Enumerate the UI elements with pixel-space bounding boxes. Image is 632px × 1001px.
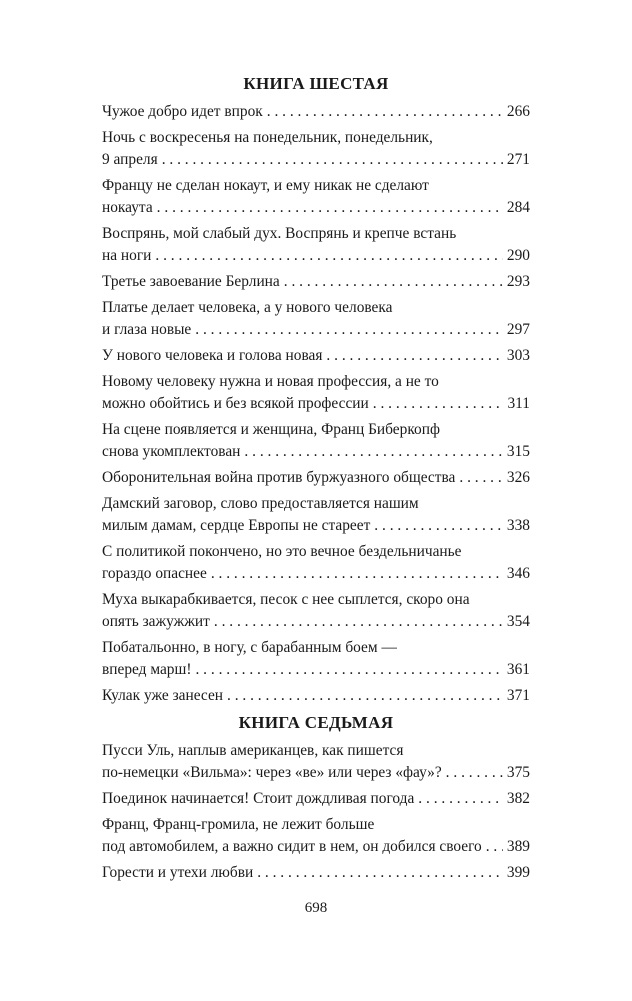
- toc-entry-page-number: 315: [506, 443, 530, 460]
- dot-leader: [157, 197, 503, 219]
- toc-entry-title-line: гораздо опаснее: [102, 565, 207, 582]
- toc-entry-last-line: [102, 685, 530, 707]
- toc-entry: [102, 127, 530, 171]
- toc-entry-title-line: на ноги: [102, 247, 152, 264]
- dot-leader: [244, 441, 502, 463]
- toc-entry-title-line: и глаза новые: [102, 321, 192, 338]
- dot-leader: [446, 762, 503, 784]
- dot-leader: [211, 563, 503, 585]
- toc-entry-last-line: [102, 245, 530, 267]
- toc-entry: [102, 419, 530, 463]
- toc-entry-title-line: Ночь с воскресенья на понедельник, понедельник,: [102, 129, 433, 146]
- toc-entry-title-line: Муха выкарабкивается, песок с нее сыплется, скоро она: [102, 591, 470, 608]
- toc-entry-page-number: 361: [506, 661, 530, 678]
- toc-entry: [102, 345, 530, 367]
- dot-leader: [257, 862, 503, 884]
- toc-entry-page-number: 284: [506, 199, 530, 216]
- toc-entry-title-line: Франц, Франц-громила, не лежит больше: [102, 816, 375, 833]
- toc-entry-page-number: 389: [506, 838, 530, 855]
- toc-entry-page-number: 354: [506, 613, 530, 630]
- toc-entry-last-line: [102, 393, 530, 415]
- toc-entry: [102, 371, 530, 415]
- toc-entry-page-number: 399: [506, 864, 530, 881]
- toc-entry-title-line: Пусси Уль, наплыв американцев, как пишется: [102, 742, 404, 759]
- dot-leader: [459, 467, 503, 489]
- toc-entry-page-number: 326: [506, 469, 530, 486]
- toc-entry-last-line: [102, 101, 530, 123]
- toc-entry-last-line: [102, 836, 530, 858]
- dot-leader: [284, 271, 503, 293]
- toc-entry-last-line: [102, 862, 530, 884]
- dot-leader: [267, 101, 503, 123]
- toc-entry-last-line: [102, 271, 530, 293]
- toc-entry-title-line: Кулак уже занесен: [102, 687, 224, 704]
- toc-entry-last-line: [102, 611, 530, 633]
- toc-entry-last-line: [102, 441, 530, 463]
- toc-entry-last-line: [102, 659, 530, 681]
- toc-entry-last-line: [102, 515, 530, 537]
- book-six-heading: КНИГА ШЕСТАЯ: [243, 74, 389, 93]
- toc-entry-title-line: Оборонительная война против буржуазного общества: [102, 469, 456, 486]
- dot-leader: [373, 393, 504, 415]
- toc-entry-title-line: С политикой покончено, но это вечное бездельничанье: [102, 543, 462, 560]
- page-number: 698: [304, 900, 328, 916]
- toc-entry-page-number: 297: [506, 321, 530, 338]
- book-seven-heading: КНИГА СЕДЬМАЯ: [238, 713, 394, 732]
- toc-entry: [102, 271, 530, 293]
- dot-leader: [195, 659, 502, 681]
- toc-entry-page-number: 303: [506, 347, 530, 364]
- toc-entry-title-line: снова укомплектован: [102, 443, 241, 460]
- toc-entry: [102, 297, 530, 341]
- dot-leader: [486, 836, 503, 858]
- toc-entry-last-line: [102, 788, 530, 810]
- toc-entry-title-line: 9 апреля: [102, 151, 158, 168]
- toc-entry-title-line: нокаута: [102, 199, 153, 216]
- toc-entry-last-line: [102, 197, 530, 219]
- toc-entry-last-line: [102, 563, 530, 585]
- toc-entry-last-line: [102, 149, 530, 171]
- toc-entry: [102, 175, 530, 219]
- toc-entry: [102, 788, 530, 810]
- toc-entry-title-line: милым дамам, сердце Европы не стареет: [102, 517, 371, 534]
- toc-entry-title-line: Чужое добро идет впрок: [102, 103, 263, 120]
- toc-entry-page-number: 271: [506, 151, 530, 168]
- toc-entry-page-number: 375: [506, 764, 530, 781]
- dot-leader: [418, 788, 503, 810]
- toc-entry-title-line: Платье делает человека, а у нового человека: [102, 299, 393, 316]
- dot-leader: [214, 611, 503, 633]
- toc-entry: [102, 862, 530, 884]
- toc-entry: [102, 814, 530, 858]
- toc-entry: [102, 637, 530, 681]
- toc-entry-title-line: Горести и утехи любви: [102, 864, 254, 881]
- toc-entry-page-number: 338: [506, 517, 530, 534]
- toc-entry-title-line: У нового человека и голова новая: [102, 347, 323, 364]
- toc-entry-last-line: [102, 345, 530, 367]
- toc-entry-last-line: [102, 762, 530, 784]
- toc-entry: [102, 589, 530, 633]
- toc-entry: [102, 685, 530, 707]
- toc-entry: [102, 740, 530, 784]
- toc-entry-last-line: [102, 319, 530, 341]
- toc-entry-title-line: под автомобилем, а важно сидит в нем, он добился своего: [102, 838, 482, 855]
- toc-entry-page-number: 293: [506, 273, 530, 290]
- dot-leader: [374, 515, 503, 537]
- toc-entry: [102, 493, 530, 537]
- toc-entry-page-number: 371: [506, 687, 530, 704]
- toc-book-seven: [102, 740, 530, 888]
- toc-entry-title-line: Побатальонно, в ногу, с барабанным боем —: [102, 639, 397, 656]
- toc-entry-title-line: вперед марш!: [102, 661, 192, 678]
- toc-entry-title-line: Францу не сделан нокаут, и ему никак не сделают: [102, 177, 429, 194]
- toc-entry-title-line: Дамский заговор, слово предоставляется нашим: [102, 495, 419, 512]
- toc-entry: [102, 467, 530, 489]
- dot-leader: [162, 149, 503, 171]
- toc-entry-title-line: по-немецки «Вильма»: через «ве» или через «фау»?: [102, 764, 442, 781]
- toc-entry: [102, 541, 530, 585]
- toc-entry-title-line: На сцене появляется и женщина, Франц Биберкопф: [102, 421, 440, 438]
- dot-leader: [155, 245, 503, 267]
- toc-entry-title-line: Третье завоевание Берлина: [102, 273, 280, 290]
- dot-leader: [195, 319, 503, 341]
- toc-entry-page-number: 266: [506, 103, 530, 120]
- toc-entry: [102, 223, 530, 267]
- dot-leader: [326, 345, 502, 367]
- toc-entry-title-line: Новому человеку нужна и новая профессия, а не то: [102, 373, 439, 390]
- toc-entry-page-number: 382: [506, 790, 530, 807]
- toc-entry-last-line: [102, 467, 530, 489]
- toc-book-six: [102, 101, 530, 711]
- toc-entry-title-line: Поединок начинается! Стоит дождливая погода: [102, 790, 415, 807]
- toc-entry-title-line: можно обойтись и без всякой профессии: [102, 395, 369, 412]
- toc-entry-title-line: Воспрянь, мой слабый дух. Воспрянь и крепче встань: [102, 225, 457, 242]
- dot-leader: [227, 685, 503, 707]
- toc-entry: [102, 101, 530, 123]
- toc-entry-title-line: опять зажужжит: [102, 613, 210, 630]
- toc-entry-page-number: 311: [507, 395, 530, 412]
- toc-entry-page-number: 346: [506, 565, 530, 582]
- toc-entry-page-number: 290: [506, 247, 530, 264]
